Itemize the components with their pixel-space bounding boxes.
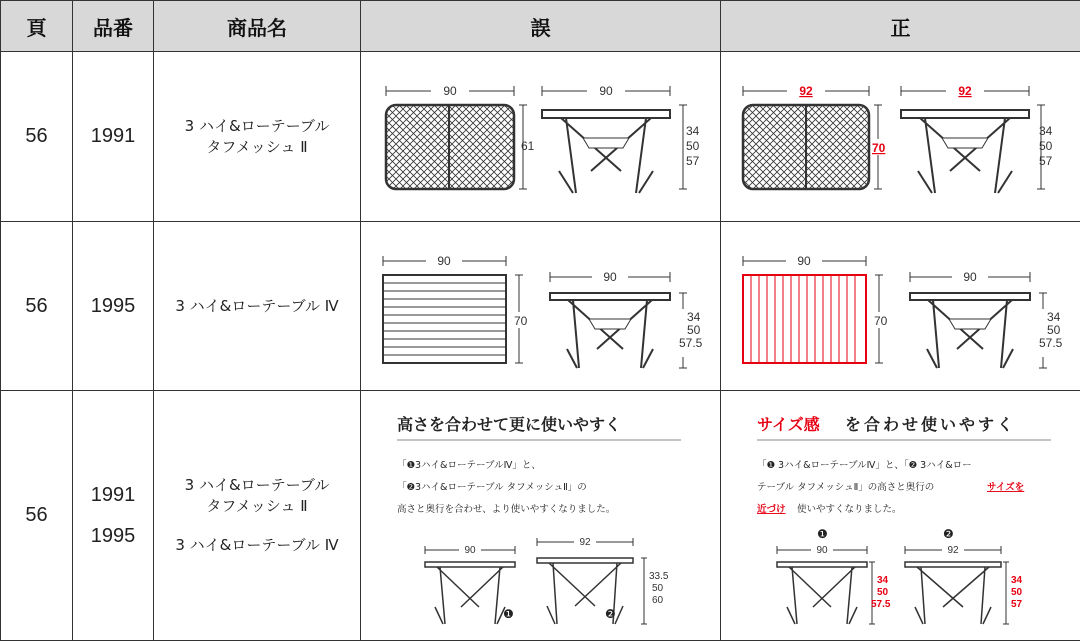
row3-wrong-mark-1: ❶	[503, 606, 514, 621]
row3-wrong-mark-2: ❷	[605, 606, 616, 621]
row3-correct-figure	[721, 391, 1080, 641]
row1-name-line1: 3 ハイ&ローテーブル	[184, 116, 330, 135]
row1-wrong-height-3: 57	[686, 153, 700, 168]
row3-page: 56	[1, 391, 73, 641]
row3-wrong-diagram	[361, 392, 719, 640]
row3-code-1: 1991	[90, 483, 136, 506]
row3-wrong-height-3: 60	[652, 594, 664, 606]
row3-wrong-figure	[361, 391, 721, 641]
row1-wrong-height-2: 50	[686, 138, 700, 153]
header-name: 商品名	[154, 1, 361, 52]
row1-correct-height-1: 34	[1039, 123, 1053, 138]
row1-page: 56	[1, 52, 73, 222]
row3-correct-h1-2: 50	[877, 586, 889, 598]
row1-code: 1991	[73, 52, 154, 222]
row1-correct-depth: 70	[872, 140, 886, 155]
row3-correct-h2-3: 57	[1011, 598, 1023, 610]
row2-correct-height-2: 50	[1047, 322, 1061, 337]
row2-correct-figure	[721, 222, 1080, 391]
row2-correct-height-1: 34	[1047, 309, 1061, 324]
row1-wrong-side-width: 90	[599, 83, 613, 98]
row2-correct-top-width: 90	[797, 253, 811, 268]
row2-wrong-side-width: 90	[603, 269, 617, 284]
row1-correct-diagram	[721, 53, 1079, 221]
row3-correct-diagram	[721, 392, 1079, 640]
row1-wrong-figure	[361, 52, 721, 222]
row2-wrong-figure	[361, 222, 721, 391]
row2-wrong-height-3: 57.5	[679, 335, 703, 350]
table-top-slats	[383, 275, 506, 363]
row1-wrong-diagram	[361, 53, 719, 221]
row3-name-1-line1: 3 ハイ&ローテーブル	[184, 476, 330, 494]
row3-name-1	[154, 475, 360, 517]
header-wrong: 誤	[361, 1, 721, 52]
row2-page: 56	[1, 222, 73, 391]
row2-name: 3 ハイ&ローテーブル Ⅳ	[154, 222, 361, 391]
row2-wrong-height-2: 50	[687, 322, 701, 337]
row3-correct-heading-accent: サイズ感	[757, 414, 820, 434]
row3-correct-line3b: 使いやすくなりました。	[797, 503, 902, 515]
row3-correct-mark-1: ❶	[817, 526, 828, 541]
row3-wrong-line3: 高さと奥行を合わせ、より使いやすくなりました。	[397, 503, 616, 515]
row3-name-2: 3 ハイ&ローテーブル Ⅳ	[175, 536, 339, 554]
row1-correct-height-3: 57	[1039, 153, 1053, 168]
row2-correct-height-3: 57.5	[1039, 335, 1063, 350]
row3-correct-line2b: サイズを	[987, 481, 1025, 493]
row1-correct-figure	[721, 52, 1080, 222]
row3-correct-line3a: 近づけ	[757, 503, 786, 515]
table-row	[1, 222, 1080, 391]
row3-code-2: 1995	[90, 524, 136, 547]
row2-correct-depth: 70	[874, 313, 888, 328]
row3-correct-t2-width: 92	[947, 544, 959, 556]
row3-correct-h1-1: 34	[877, 574, 889, 586]
header-page: 頁	[1, 1, 73, 52]
row3-wrong-height-2: 50	[652, 582, 664, 594]
row1-correct-height-2: 50	[1039, 138, 1053, 153]
row3-wrong-heading: 高さを合わせて更に使いやすく	[397, 414, 622, 434]
row3-correct-mark-2: ❷	[943, 526, 954, 541]
row2-correct-diagram	[721, 223, 1079, 390]
row3-correct-heading-rest: を合わせ使いやすく	[845, 414, 1017, 434]
row3-correct-h2-1: 34	[1011, 574, 1023, 586]
row3-wrong-height-1: 33.5	[649, 570, 669, 582]
row2-wrong-diagram	[361, 223, 719, 390]
row3-wrong-t2-width: 92	[579, 536, 591, 548]
row3-correct-line2a: テーブル タフメッシュⅡ」の高さと奥行の	[757, 481, 935, 493]
row1-wrong-top-width: 90	[443, 83, 457, 98]
row1-correct-top-width: 92	[799, 83, 813, 98]
table-row	[1, 52, 1080, 222]
header-row	[1, 1, 1080, 52]
row3-wrong-line2: 「❷3ハイ&ローテーブル タフメッシュⅡ」の	[397, 481, 587, 493]
row3-correct-h2-2: 50	[1011, 586, 1023, 598]
row3-name-1-line2: タフメッシュ Ⅱ	[206, 497, 308, 515]
row3-names	[154, 391, 361, 641]
header-code: 品番	[73, 1, 154, 52]
row1-name-line2: タフメッシュ Ⅱ	[206, 137, 308, 156]
row1-name	[154, 52, 361, 222]
row2-wrong-top-width: 90	[437, 253, 451, 268]
row3-wrong-line1: 「❶3ハイ&ローテーブルⅣ」と、	[397, 459, 541, 471]
row1-wrong-depth: 61	[521, 138, 535, 153]
row2-wrong-height-1: 34	[687, 309, 701, 324]
header-correct: 正	[721, 1, 1080, 52]
row2-correct-side-width: 90	[963, 269, 977, 284]
row3-correct-t1-width: 90	[816, 544, 828, 556]
row3-wrong-t1-width: 90	[464, 544, 476, 556]
row3-correct-line1: 「❶ 3ハイ&ローテーブルⅣ」と、「❷ 3ハイ&ロー	[757, 459, 972, 471]
table-row	[1, 391, 1080, 641]
row2-wrong-depth: 70	[514, 313, 528, 328]
row1-correct-side-width: 92	[958, 83, 972, 98]
row3-correct-h1-3: 57.5	[871, 598, 891, 610]
row1-wrong-height-1: 34	[686, 123, 700, 138]
row2-code: 1995	[73, 222, 154, 391]
table-top-slats-corrected	[743, 275, 866, 363]
row3-codes	[73, 391, 154, 641]
